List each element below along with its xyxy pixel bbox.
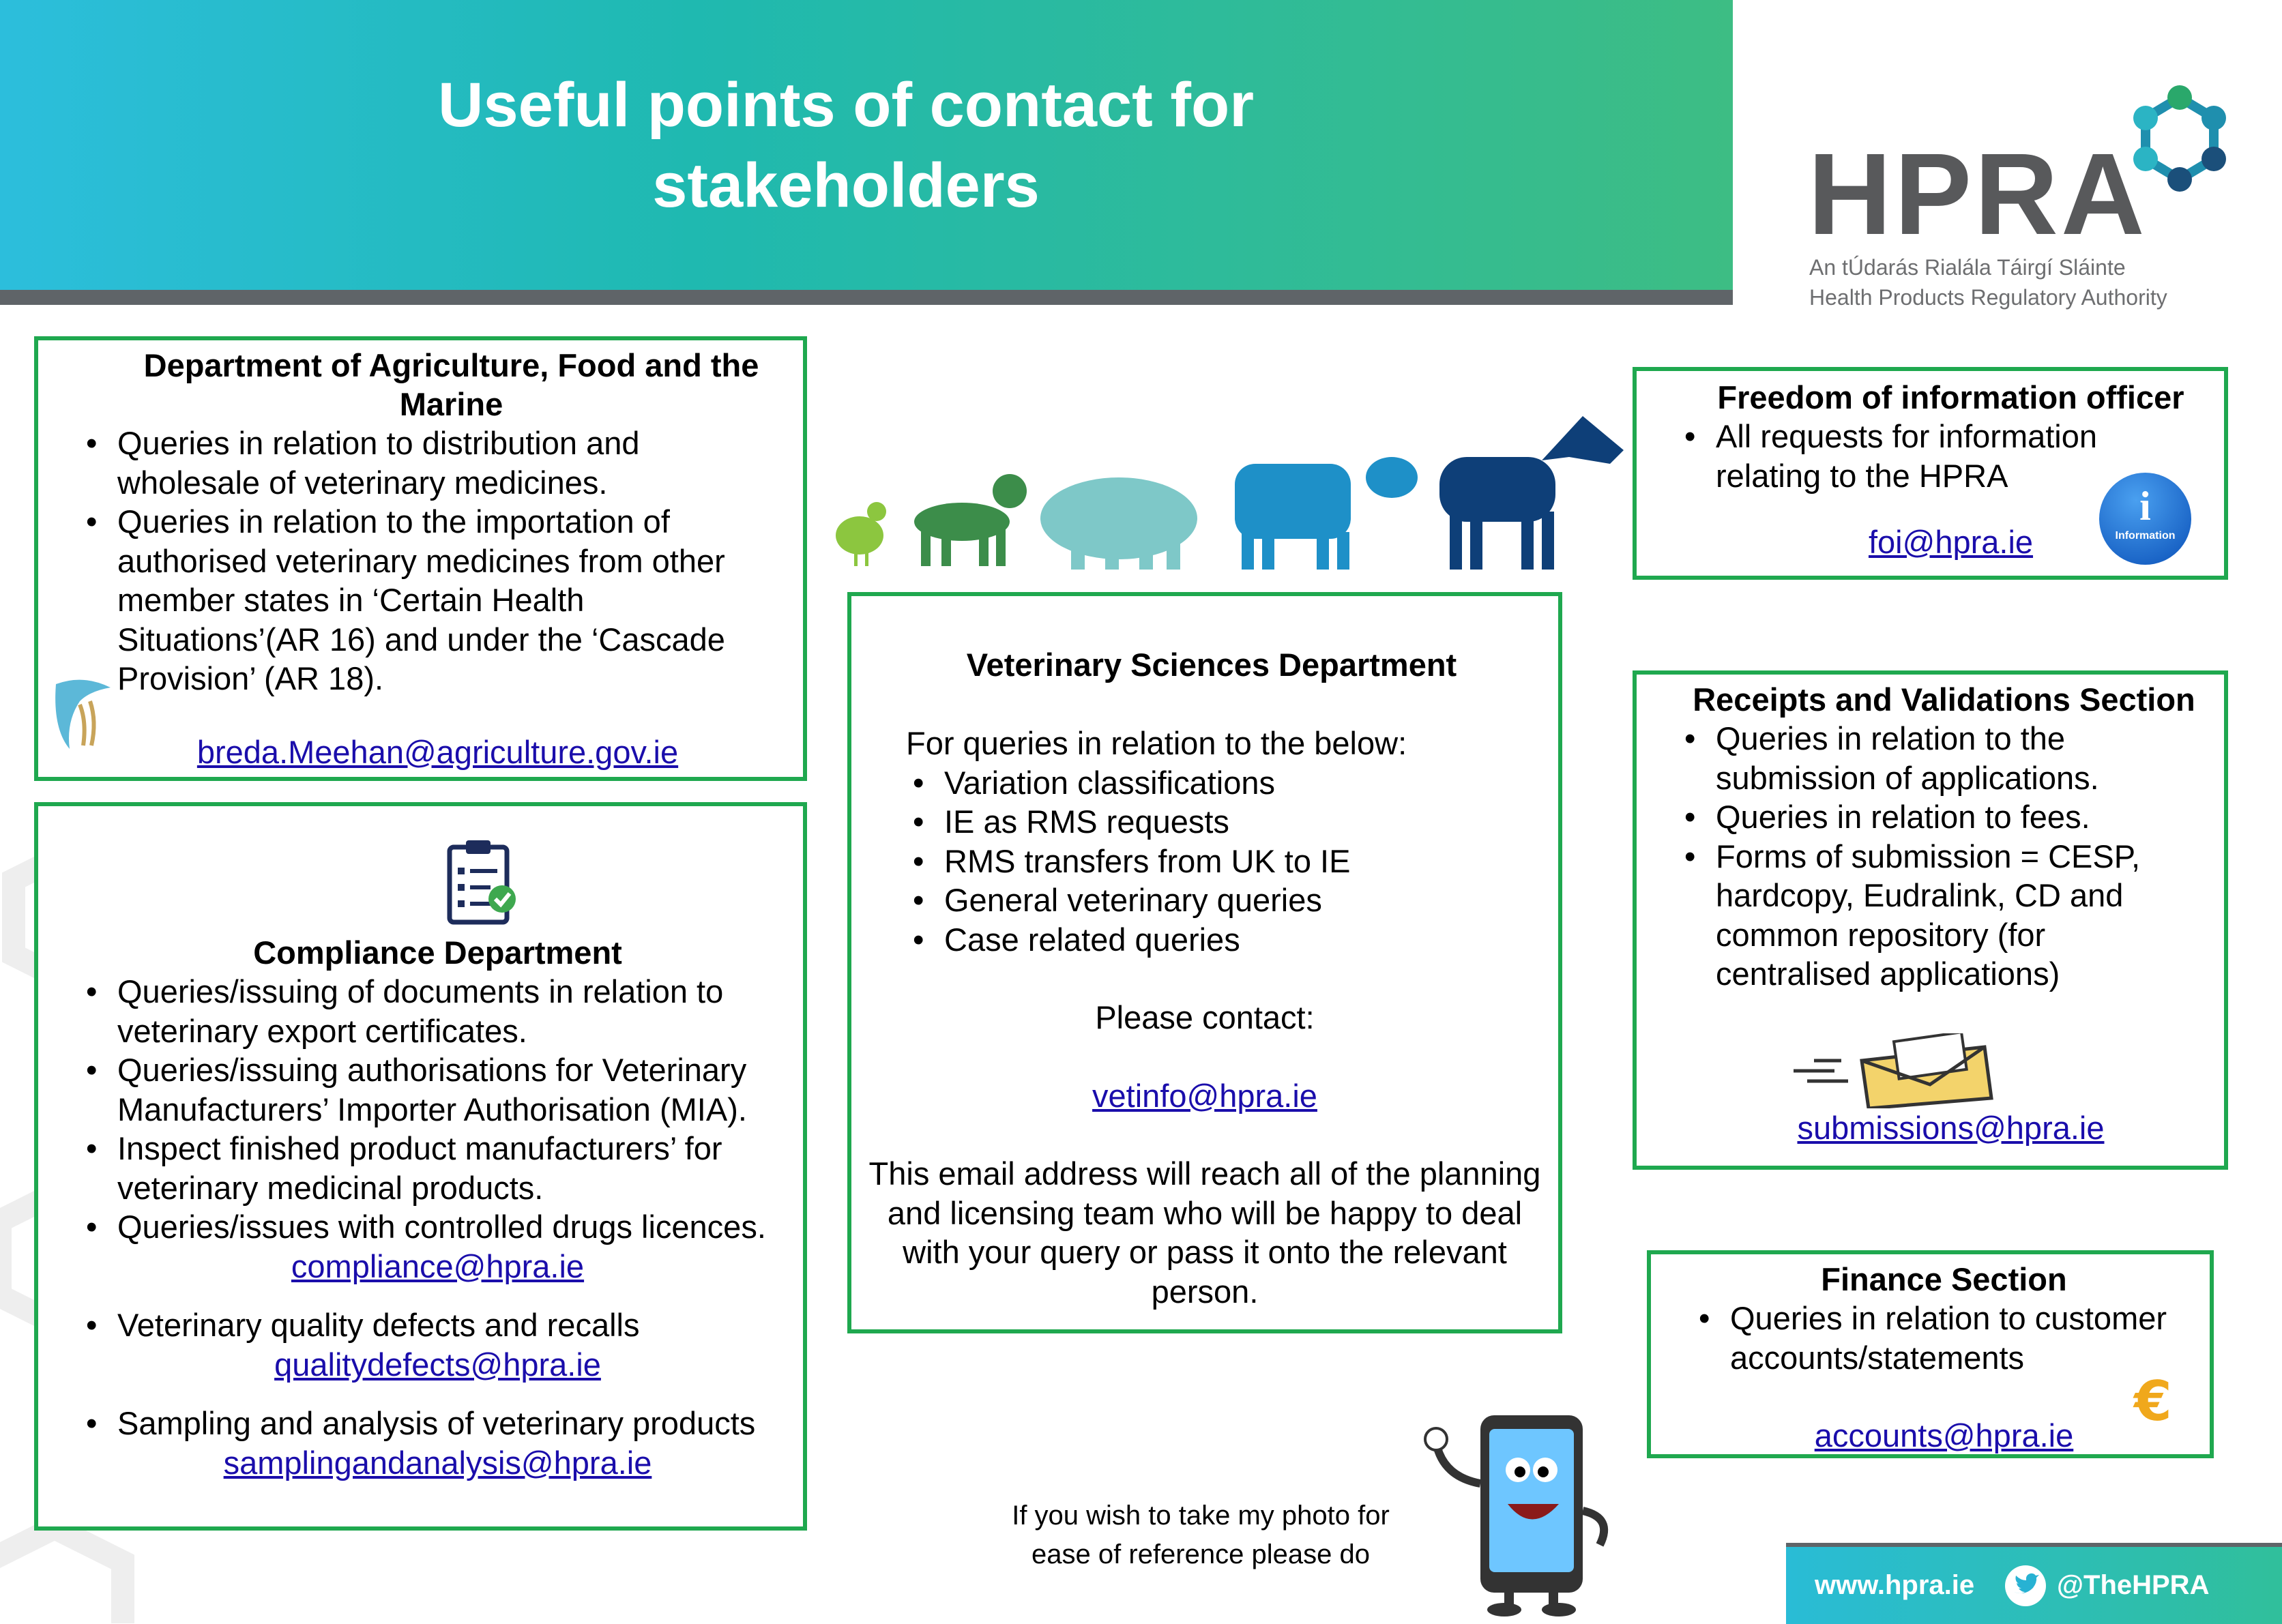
list-item: • Case related queries bbox=[906, 920, 1545, 960]
vet-sciences-contact-box bbox=[847, 592, 1562, 1333]
list-item: • IE as RMS requests bbox=[906, 802, 1545, 842]
vet-list bbox=[906, 763, 1545, 960]
header-divider bbox=[0, 290, 1733, 305]
vet-intro: For queries in relation to the below: bbox=[906, 725, 1407, 761]
sampling-email-link[interactable]: samplingandanalysis@hpra.ie bbox=[223, 1444, 652, 1481]
list-item: • Forms of submission = CESP, hardcopy, Eudralink, CD and common repository (for centralised applications) bbox=[1678, 837, 2152, 994]
list-item: • Veterinary quality defects and recalls bbox=[79, 1305, 789, 1345]
receipts-list bbox=[1678, 719, 2210, 994]
list-item: • Queries in relation to customer accounts/statements bbox=[1692, 1299, 2196, 1377]
list-item: • Queries in relation to the submission of applications. bbox=[1678, 719, 2152, 797]
finance-list bbox=[1692, 1299, 2196, 1377]
finance-title: Finance Section bbox=[1821, 1261, 2067, 1297]
page-title: Useful points of contact for stakeholders bbox=[438, 70, 1254, 220]
hpra-logo-subtitle: An tÚdarás Rialála Táirgí Sláinte Health Products Regulatory Authority bbox=[1809, 255, 2167, 310]
clipboard-checklist-icon bbox=[444, 838, 519, 926]
footer-banner bbox=[1786, 1547, 2282, 1624]
list-item: • Queries/issues with controlled drugs licences. bbox=[79, 1207, 789, 1247]
vet-contact-label: Please contact: bbox=[1095, 999, 1315, 1035]
compliance-email-link[interactable]: compliance@hpra.ie bbox=[291, 1247, 585, 1284]
list-item: • Queries in relation to fees. bbox=[1678, 797, 2210, 837]
horse-icon bbox=[1439, 416, 1624, 570]
list-item: • Variation classifications bbox=[906, 763, 1545, 803]
sampling-list bbox=[79, 1404, 789, 1443]
website-link[interactable]: www.hpra.ie bbox=[1815, 1570, 1975, 1600]
dafm-contact-box bbox=[34, 336, 807, 781]
foi-title: Freedom of information officer bbox=[1717, 379, 2184, 415]
list-item: • All requests for information relating to the HPRA bbox=[1678, 417, 2139, 495]
euro-icon: € bbox=[2134, 1370, 2172, 1433]
vet-title: Veterinary Sciences Department bbox=[966, 647, 1457, 683]
list-item: • General veterinary queries bbox=[906, 881, 1545, 920]
list-item: • Queries/issuing authorisations for Veterinary Manufacturers’ Importer Authorisation (MIA). bbox=[79, 1050, 789, 1129]
dafm-list bbox=[79, 424, 789, 698]
quality-defects-list bbox=[79, 1305, 789, 1345]
compliance-contact-box bbox=[34, 802, 807, 1531]
finance-contact-box bbox=[1647, 1250, 2214, 1458]
list-item: • Sampling and analysis of veterinary products bbox=[79, 1404, 789, 1443]
vet-email-link[interactable]: vetinfo@hpra.ie bbox=[1092, 1077, 1317, 1114]
cow-icon bbox=[1235, 457, 1418, 570]
quality-defects-email-link[interactable]: qualitydefects@hpra.ie bbox=[274, 1346, 601, 1383]
animals-illustration bbox=[819, 409, 1630, 573]
foi-email-link[interactable]: foi@hpra.ie bbox=[1868, 524, 2034, 560]
vet-note: This email address will reach all of the planning and licensing team who will be happy to deal with your query or pass it onto the relevant person. bbox=[868, 1155, 1541, 1310]
dafm-email-link[interactable]: breda.Meehan@agriculture.gov.ie bbox=[196, 733, 679, 770]
finance-email-link[interactable]: accounts@hpra.ie bbox=[1814, 1417, 2074, 1453]
photo-caption: If you wish to take my photo for ease of reference please do bbox=[1012, 1501, 1390, 1569]
smartphone-mascot-icon bbox=[1416, 1402, 1634, 1620]
receipts-email-link[interactable]: submissions@hpra.ie bbox=[1797, 1109, 2105, 1146]
receipts-contact-box bbox=[1633, 670, 2228, 1170]
list-item: • Queries in relation to distribution and wholesale of veterinary medicines. bbox=[79, 424, 789, 502]
list-item: • RMS transfers from UK to IE bbox=[906, 842, 1545, 881]
list-item: • Inspect finished product manufacturers’ for veterinary medicinal products. bbox=[79, 1129, 789, 1207]
dog-icon bbox=[914, 474, 1027, 566]
information-icon: i Information bbox=[2099, 473, 2191, 565]
hpra-logo-text: HPRA bbox=[1808, 130, 2148, 259]
twitter-icon[interactable] bbox=[2004, 1565, 2047, 1607]
email-envelope-icon bbox=[1794, 1033, 1998, 1108]
pig-icon bbox=[1040, 477, 1197, 570]
dafm-harp-icon bbox=[49, 674, 117, 752]
twitter-handle-link[interactable]: @TheHPRA bbox=[2057, 1570, 2210, 1600]
compliance-title: Compliance Department bbox=[253, 934, 622, 971]
dafm-title: Department of Agriculture, Food and the Marine bbox=[143, 347, 759, 422]
list-item: • Queries in relation to the importation of authorised veterinary medicines from other member states in ‘Certain Health Situations’(AR 16) and under the ‘Cascade Provision’ (AR 18). bbox=[79, 502, 789, 698]
compliance-list bbox=[79, 972, 789, 1247]
list-item: • Queries/issuing of documents in relation to veterinary export certificates. bbox=[79, 972, 789, 1050]
chicken-icon bbox=[836, 502, 886, 566]
receipts-title: Receipts and Validations Section bbox=[1693, 681, 2195, 718]
